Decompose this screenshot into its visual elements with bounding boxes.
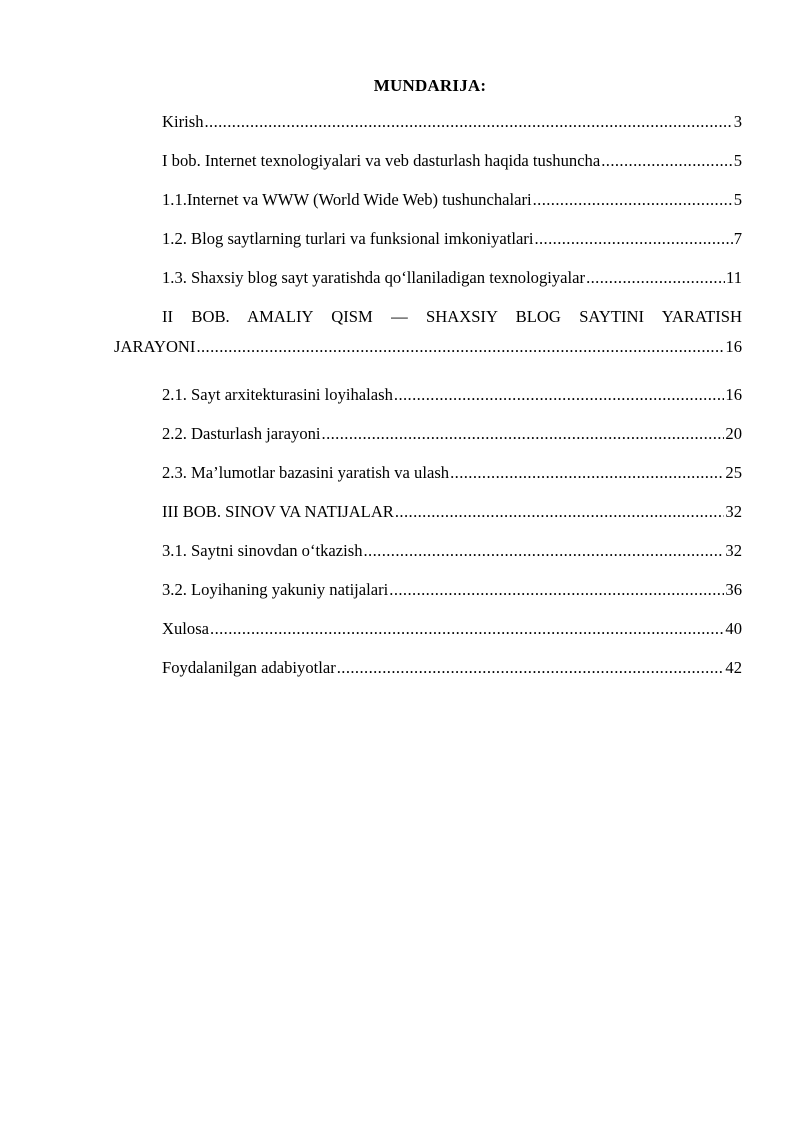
toc-entry-page: 16 xyxy=(725,337,742,356)
toc-entry-chapter-1 xyxy=(162,150,742,189)
dot-leader xyxy=(389,579,724,601)
dot-leader xyxy=(394,384,725,406)
toc-entry-page: 42 xyxy=(725,658,742,677)
toc-entry-page: 32 xyxy=(725,502,742,521)
toc-entry-label-line1: II BOB. AMALIY QISM — SHAXSIY BLOG SAYTINI YARATISH xyxy=(162,307,742,326)
dot-leader xyxy=(196,336,724,358)
toc-entry-3-2 xyxy=(162,579,742,618)
toc-entry-label: 1.2. Blog saytlarning turlari va funksional imkoniyatlari xyxy=(162,229,534,248)
toc-entry-label: Xulosa xyxy=(162,619,210,638)
toc-entry-label: I bob. Internet texnologiyalari va veb dasturlash haqida tushuncha xyxy=(162,151,601,170)
toc-entry-2-3 xyxy=(162,462,742,501)
toc-entry-1-2 xyxy=(162,228,742,267)
toc-entry-label: 3.1. Saytni sinovdan o‘tkazish xyxy=(162,541,363,560)
toc-entry-page: 16 xyxy=(725,385,742,404)
dot-leader xyxy=(395,501,725,523)
toc-entry-line2 xyxy=(114,336,742,358)
toc-entry-1-1 xyxy=(162,189,742,228)
toc-entry-chapter-2 xyxy=(114,306,742,384)
toc-entry-xulosa xyxy=(162,618,742,657)
toc-entry-chapter-3 xyxy=(162,501,742,540)
toc-entry-page: 5 xyxy=(733,190,742,209)
toc-entry-label: Foydalanilgan adabiyotlar xyxy=(162,658,336,677)
toc-entry-2-2 xyxy=(162,423,742,462)
toc-entry-label: 2.1. Sayt arxitekturasini loyihalash xyxy=(162,385,393,404)
toc-entry-page: 25 xyxy=(725,463,742,482)
toc-entry-label: 1.1.Internet va WWW (World Wide Web) tushunchalari xyxy=(162,190,532,209)
toc-entry-page: 36 xyxy=(725,580,742,599)
toc-entry-references xyxy=(162,657,742,696)
toc-entry-label: III BOB. SINOV VA NATIJALAR xyxy=(162,502,394,521)
toc-entry-page: 32 xyxy=(725,541,742,560)
toc-entry-page: 20 xyxy=(725,424,742,443)
toc-entry-page: 7 xyxy=(733,229,742,248)
table-of-contents xyxy=(114,111,742,696)
dot-leader xyxy=(601,150,732,172)
dot-leader xyxy=(322,423,725,445)
dot-leader xyxy=(586,267,725,289)
toc-title: MUNDARIJA: xyxy=(373,76,487,95)
toc-entry-page: 11 xyxy=(726,268,742,287)
toc-entry-label: Kirish xyxy=(162,112,204,131)
dot-leader xyxy=(204,111,732,133)
dot-leader xyxy=(534,228,732,250)
toc-entry-page: 40 xyxy=(725,619,742,638)
toc-entry-label-line2: JARAYONI xyxy=(114,337,196,356)
toc-entry-label: 2.3. Ma’lumotlar bazasini yaratish va ulash xyxy=(162,463,450,482)
dot-leader xyxy=(210,618,724,640)
dot-leader xyxy=(533,189,733,211)
dot-leader xyxy=(364,540,725,562)
toc-entry-label: 2.2. Dasturlash jarayoni xyxy=(162,424,321,443)
dot-leader xyxy=(337,657,725,679)
toc-entry-label: 3.2. Loyihaning yakuniy natijalari xyxy=(162,580,389,599)
toc-entry-3-1 xyxy=(162,540,742,579)
toc-entry-kirish xyxy=(162,111,742,150)
toc-entry-2-1 xyxy=(162,384,742,423)
toc-entry-1-3 xyxy=(162,267,742,306)
dot-leader xyxy=(450,462,724,484)
toc-entry-label: 1.3. Shaxsiy blog sayt yaratishda qo‘llaniladigan texnologiyalar xyxy=(162,268,586,287)
toc-entry-page: 3 xyxy=(733,112,742,131)
toc-entry-page: 5 xyxy=(733,151,742,170)
